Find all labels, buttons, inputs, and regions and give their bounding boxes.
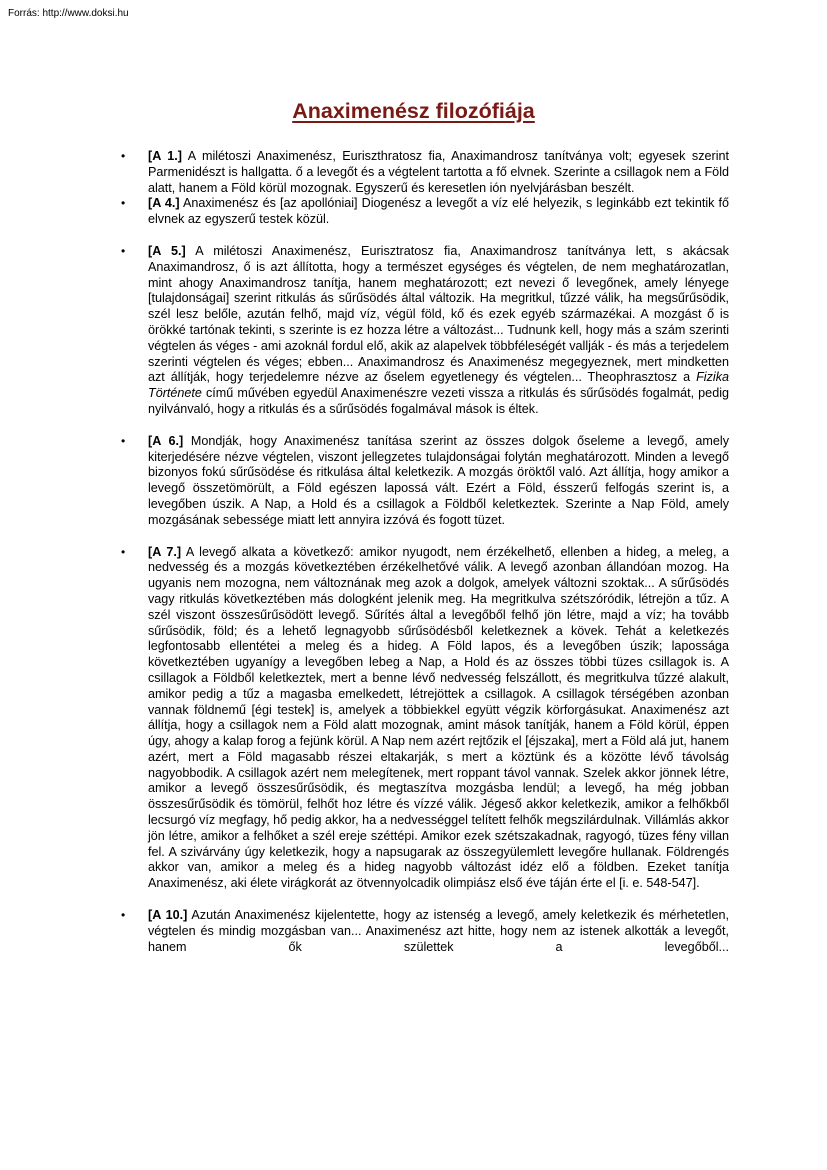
fragment-text: Mondják, hogy Anaximenész tanítása szerint az összes dolgok őseleme a levegő, amely kiterjedésére nézve végtelen, viszont jellegzetes tulajdonságai folytán meghatározott. Minden a levegő bizonyos fokú sűrűsödése és ritkulása által keletkezik. A mozgás öröktől való. Azt állítja, hogy amikor a levegő összetömörült, a Föld egészen lapossá vált. Ezért a Föld, ésszerű felfogás szerint is, a levegőben úszik. A Nap, a Hold és a csillagok a Földből keletkeztek. Szerinte a Nap Föld, amely mozgásának sebessége miatt lett annyira izzóvá és fogott tüzet. [148,433,729,527]
fragment-text: Azután Anaximenész kijelentette, hogy az istenség a levegő, amely keletkezik és mérhetetlen, végtelen és mindig mozgásban van... Anaximenész azt hitte, hogy nem az istenek alkották a levegőt, hanem ők születtek a levegőből... [148,908,729,954]
list-item [121,244,729,418]
bullet-icon: • [121,544,126,559]
list-item [121,545,729,893]
source-url: Forrás: http://www.doksi.hu [8,8,129,19]
fragment-text: A levegő alkata a következő: amikor nyugodt, nem érzékelhető, ellenben a hideg, a meleg, a nedvesség és a mozgás következtében érzékelhetővé válik. A levegő azonban állandóan mozog. Ha ugyanis nem mozogna, nem változnának meg azok a dolgok, amelyek változni szoktak... A sűrűsödés vagy ritkulás következtében más dologként jelenik meg. Ha megritkulva szétszóródik, létrejön a tűz. A szél viszont összesűrűsödött levegő. Sűrítés által a levegőből felhő jön létre, majd a víz; ha tovább sűrűsödik, föld; és a lehető legnagyobb sűrűsödésből keletkeznek a kövek. Tehát a keletkezés legfontosabb ellentétei a meleg és a hideg. A Föld lapos, és a levegőben úszik; lapossága következtében ugyanígy a levegőben lebeg a Nap, a Hold és az összes többi tüzes csillagok is. A csillagok a Földből keletkeztek, mert a benne lévő nedvesség felszállott, és megritkulva tűzzé alakult, amikor pedig a tűz a magasba emelkedett, létrejöttek a csillagok. A csillagok térségében azonban vannak földnemű [égi testek] is, amelyek a többiekkel együtt végzik körforgásukat. Anaximenész azt állítja, hogy a csillagok nem a Föld alatt mozognak, amint mások tanítják, hanem a Föld körül, éppen úgy, ahogy a kalap forog a fejünk körül. A Nap nem azért rejtőzik el [éjszaka], mert a Föld alá jut, hanem azért, mert a Föld magasabb részei eltakarják, s mert a köztünk és a közötte lévő távolság nagyobbodik. A csillagok azért nem melegítenek, mert roppant távol vannak. Szelek akkor jönnek létre, amikor a levegő összesűrűsödik, és megtaszítva mozgásba lendül; a levegő, ha még jobban összesűrűsödik és tömörül, felhőt hoz létre és vízzé válik. Jégeső akkor keletkezik, amikor a felhőkből lecsurgó víz megfagy, hő pedig akkor, ha a nedvességgel telített felhők megszilárdulnak. Villámlás akkor jön létre, amikor a felhőket a szél ereje széttépi. Amikor ezek szétszakadnak, ragyogó, tüzes fény villan fel. A szivárvány úgy keletkezik, hogy a napsugarak az összegyülemlett levegőre hullanak. Földrengés akkor van, amikor a meleg és a hideg nagyobb változást idéz elő a földben. Ezeket tanítja Anaximenész, aki élete virágkorát az ötvennyolcadik olimpiász első éve táján érte el [i. e. 548-547]. [148,544,729,891]
list-item [121,908,729,955]
fragment-ref: [A 6.] [148,433,184,448]
bullet-icon: • [121,243,126,258]
fragment-ref: [A 5.] [148,243,186,258]
bullet-icon: • [121,196,126,211]
list-item [121,149,729,196]
fragment-text: Anaximenész és [az apollóniai] Diogenész a levegőt a víz elé helyezik, s leginkább ezt tekintik fő elvnek az egyszerű testek közül. [148,196,729,227]
page-title: Anaximenész filozófiája [292,99,535,123]
book-title: Fizika Története [148,370,729,401]
fragment-text-cont: című művében egyedül Anaximenészre vezeti vissza a ritkulás és sűrűsödés fogalmát, pedig nyilvánvaló, hogy a ritkulás és a sűrűsödés fogalmával mások is éltek. [148,386,729,416]
fragment-text: A milétoszi Anaximenész, Euriszthratosz fia, Anaximandrosz tanítványa volt; egyesek szerint Parmenidészt is hallgatta. ő a levegőt és a végtelent tartotta a fő elvnek. Szerinte a csillagok nem a Föld alatt, hanem a Föld körül mozognak. Egyszerű és keresetlen ión nyelvjárásban beszélt. [148,149,729,195]
bullet-icon: • [121,433,126,448]
fragment-ref: [A 7.] [148,544,182,559]
fragment-ref: [A 10.] [148,908,188,923]
fragment-text: A milétoszi Anaximenész, Eurisztratosz fia, Anaximandrosz tanítványa lett, s akácsak Anaximandrosz, ő is azt állította, hogy a természet egységes és végtelen, de nem meghatározatlan, mint ahogy Anaximandrosz tanítja, hanem meghatározott; ezt nevezi ő levegőnek, amely lényege [tulajdonságai] szerint ritkulás ás sűrűsödés által változik. Ha megritkul, tűzzé válik, ha megsűrűsödik, szél lesz belőle, azután felhő, majd víz, végül föld, kő és ezek egyéb származékai. A mozgást ő is örökké tartónak tekinti, s szerinte is ez hozza létre a változást... Tudnunk kell, hogy más a szám szerinti végtelen ás véges - ami azoknál fordul elő, akik az alapelvek többféleségét vallják - és más a terjedelem szerinti végtelen és véges; ebben... Anaximandrosz és Anaximenész megegyeznek, mert mindketten azt állítják, hogy terjedelemre nézve az őselem egyetlenegy és végtelen... Theophrasztosz a [148,243,729,385]
fragment-ref: [A 4.] [148,196,180,211]
bullet-icon: • [121,149,126,163]
fragment-ref: [A 1.] [148,149,182,163]
fragment-list [121,149,729,955]
bullet-icon: • [121,908,126,923]
list-item [121,196,729,228]
list-item [121,434,729,529]
